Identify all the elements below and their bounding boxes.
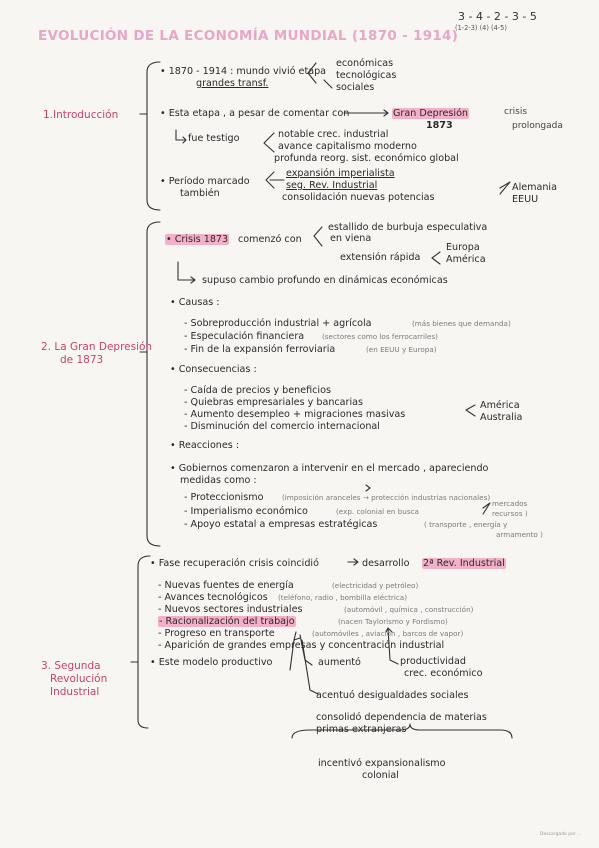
dep-america: América: [446, 254, 486, 265]
topic-codes: 3 - 4 - 2 - 3 - 5: [458, 10, 537, 23]
dep-causa-3: - Fin de la expansión ferroviaria: [184, 344, 336, 355]
intro-gran-depresion: Gran Depresión: [393, 108, 469, 119]
dep-europa: Europa: [446, 242, 480, 253]
intro-periodo-marcado: • Período marcado: [160, 176, 250, 187]
dep-consecuencia-3: - Aumento desempleo + migraciones masivas: [184, 409, 406, 420]
intro-seg-rev-industrial: seg. Rev. Industrial: [286, 180, 378, 191]
dep-consecuencia-1: - Caída de precios y beneficios: [184, 385, 331, 396]
section-3-bracket: [138, 556, 150, 728]
dep-medida-3: - Apoyo estatal a empresas estratégicas: [184, 519, 378, 530]
dep-medida-3-note: ( transporte , energía y: [424, 520, 508, 529]
dep-consecuencia-4: - Disminución del comercio internacional: [184, 421, 380, 432]
rev-primas: primas extranjeras: [316, 724, 407, 735]
dep-recursos: recursos ): [492, 509, 528, 518]
rev-desigualdades: acentuó desigualdades sociales: [316, 690, 469, 701]
intro-year: 1873: [426, 120, 453, 131]
page-title: EVOLUCIÓN DE LA ECONOMÍA MUNDIAL (1870 - 1914): [38, 28, 459, 44]
dep-consecuencia-2: - Quiebras empresariales y bancarias: [184, 397, 364, 408]
intro-eeuu: EEUU: [512, 194, 539, 205]
dep-consecuencias: • Consecuencias :: [170, 364, 257, 375]
dep-causas: • Causas :: [170, 297, 220, 308]
rev-item-5-note: (automóviles , aviación , barcos de vapor): [312, 629, 464, 638]
section-label-revolucion-1: 3. Segunda: [41, 660, 101, 672]
dep-extension: extensión rápida: [340, 252, 421, 263]
section-label-revolucion-3: Industrial: [50, 686, 100, 698]
watermark: Descargado por ...: [540, 832, 582, 837]
intro-economicas: económicas: [336, 58, 394, 69]
dep-causa-2: - Especulación financiera: [184, 331, 305, 342]
intro-expansion-imperialista: expansión imperialista: [286, 168, 395, 179]
rev-dependencia: consolidó dependencia de materias: [316, 712, 487, 723]
rev-aumento: aumentó: [318, 657, 361, 668]
dep-reacciones: • Reacciones :: [170, 440, 240, 451]
rev-colonial: colonial: [362, 770, 399, 781]
intro-alemania: Alemania: [512, 182, 557, 193]
intro-consolidacion: consolidación nuevas potencias: [282, 192, 435, 203]
dep-viena: en viena: [330, 233, 372, 244]
dep-medida-1: - Proteccionismo: [184, 492, 264, 503]
dep-causa-2-note: (sectores como los ferrocarriles): [322, 332, 438, 341]
dep-medida-2-note: (exp. colonial en busca: [336, 507, 419, 516]
section-1-bracket: [147, 62, 160, 210]
intro-line-2: • Esta etapa , a pesar de comentar con: [160, 108, 350, 119]
intro-line-1: • 1870 - 1914 : mundo vivió etapa: [160, 66, 327, 77]
rev-item-5: - Progreso en transporte: [158, 628, 275, 639]
rev-item-1-note: (electricidad y petróleo): [332, 581, 419, 590]
dep-causa-1-note: (más bienes que demanda): [412, 319, 511, 328]
rev-item-3-note: (automóvil , química , construcción): [344, 605, 474, 614]
intro-sociales: sociales: [336, 82, 375, 93]
dep-medida-2: - Imperialismo económico: [184, 506, 308, 517]
topic-subcodes: (1-2-3) (4) (4-5): [455, 24, 507, 32]
rev-modelo: • Este modelo productivo: [150, 657, 273, 668]
rev-item-3: - Nuevos sectores industriales: [158, 604, 303, 615]
dep-comenzo: comenzó con: [238, 234, 302, 245]
rev-item-6: - Aparición de grandes empresas y concentración industrial: [158, 640, 445, 651]
dep-america-2: América: [480, 400, 520, 411]
dep-medida-3-note-2: armamento ): [496, 530, 543, 539]
rev-fase: • Fase recuperación crisis coincidió: [150, 558, 319, 569]
dep-causa-3-note: (en EEUU y Europa): [366, 345, 437, 354]
dep-causa-1: - Sobreproducción industrial + agrícola: [184, 318, 372, 329]
rev-item-2-note: (teléfono, radio , bombilla eléctrica): [278, 593, 408, 602]
section-label-gran-depresion-1: 2. La Gran Depresión: [41, 341, 153, 353]
dep-gobiernos-2: medidas como :: [180, 475, 257, 486]
rev-desarrollo: desarrollo: [362, 558, 410, 569]
rev-productividad: productividad: [400, 656, 466, 667]
rev-incentivo: incentivó expansionalismo: [318, 758, 446, 769]
rev-item-2: - Avances tecnológicos: [158, 592, 268, 603]
dep-australia: Australia: [480, 412, 523, 423]
rev-crec: crec. económico: [404, 668, 483, 679]
intro-prolongada: prolongada: [512, 121, 563, 131]
intro-crisis: crisis: [504, 107, 528, 117]
intro-profunda: profunda reorg. sist. económico global: [274, 153, 459, 164]
dep-mercados: mercados: [492, 499, 528, 508]
section-label-revolucion-2: Revolución: [50, 673, 108, 685]
intro-grandes-transf: grandes transf.: [196, 78, 269, 89]
intro-tecnologicas: tecnológicas: [336, 70, 397, 81]
dep-gobiernos-1: • Gobiernos comenzaron a intervenir en el mercado , apareciendo: [170, 463, 489, 474]
rev-item-4: - Racionalización del trabajo: [159, 616, 295, 627]
intro-tambien: también: [180, 188, 220, 199]
section-2-bracket: [147, 222, 160, 546]
dep-supuso: supuso cambio profundo en dinámicas económicas: [202, 275, 448, 286]
intro-fue-testigo: fue testigo: [188, 133, 240, 144]
dep-estallido: estallido de burbuja especulativa: [328, 222, 488, 233]
dep-crisis-1873: • Crisis 1873: [166, 234, 229, 245]
section-label-gran-depresion-2: de 1873: [60, 354, 104, 366]
rev-item-4-note: (nacen Taylorismo y Fordismo): [338, 617, 448, 626]
intro-avance: avance capitalismo moderno: [278, 141, 417, 152]
dep-medida-1-note: (imposición aranceles → protección industrias nacionales): [282, 493, 491, 502]
rev-item-1: - Nuevas fuentes de energía: [158, 580, 294, 591]
intro-notable: notable crec. industrial: [278, 129, 389, 140]
section-label-introduccion: 1.Introducción: [43, 109, 119, 121]
rev-seg-rev: 2ª Rev. Industrial: [423, 558, 505, 569]
